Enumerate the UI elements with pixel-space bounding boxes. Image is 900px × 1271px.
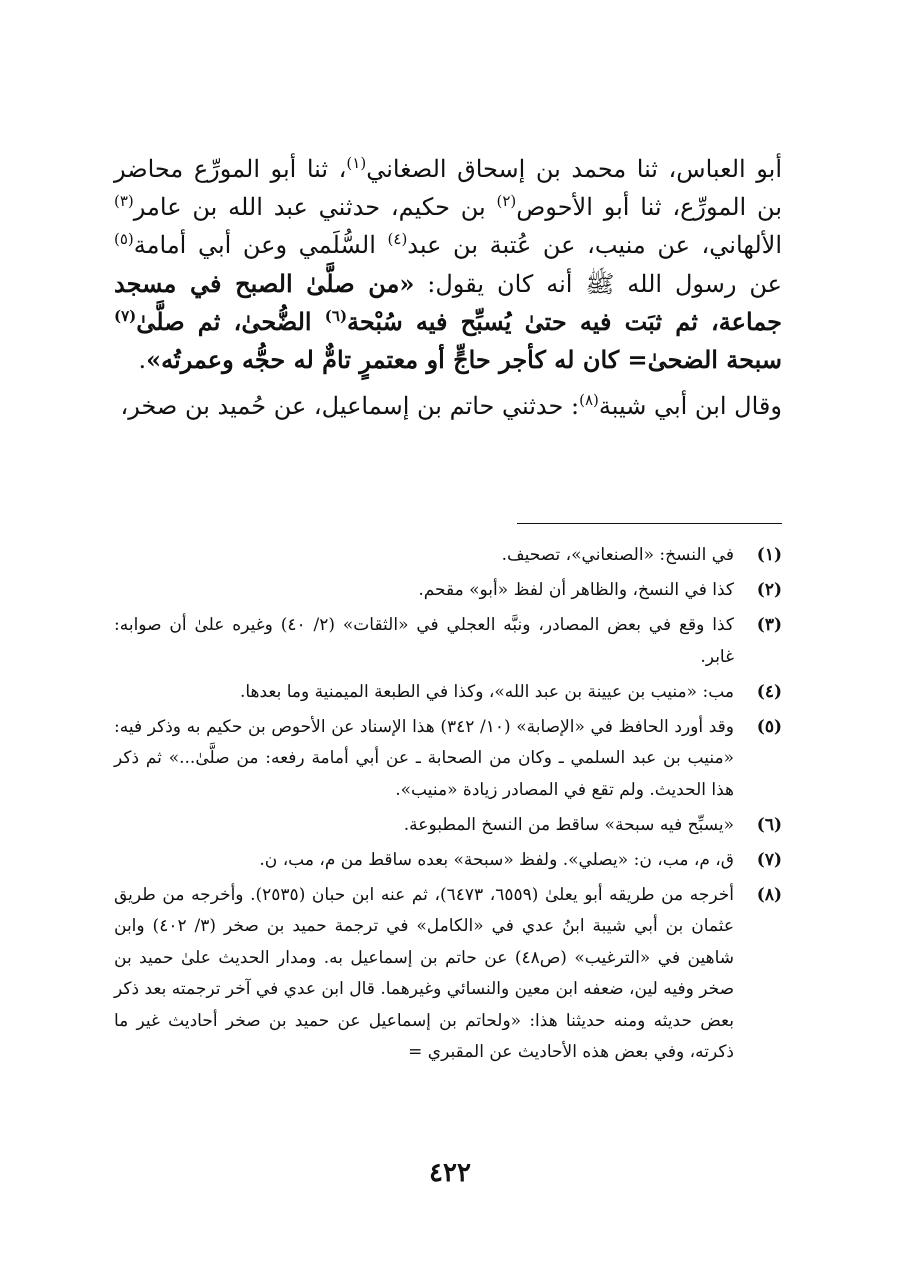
text-segment: . <box>138 346 147 375</box>
page-number: ٤٢٢ <box>429 1158 471 1188</box>
footnote-ref-5[interactable]: (٥) <box>114 230 134 249</box>
footnote-number: (٣) <box>756 615 782 635</box>
text-segment: ، ثنا أبو المورِّع محاضر بن المورِّع، ثنا أبو الأحوص <box>114 155 782 222</box>
footnote-text: في النسخ: «الصنعاني»، تصحيف. <box>501 545 734 565</box>
footnote-number: (١) <box>756 545 782 565</box>
text-segment: أبو العباس، ثنا محمد بن إسحاق الصغاني <box>366 155 783 183</box>
footnote-ref-8[interactable]: (٨) <box>579 391 599 410</box>
footnote-ref-3[interactable]: (٣) <box>114 192 134 211</box>
footnote-number: (٧) <box>756 849 782 870</box>
footnote-1 <box>114 540 782 572</box>
footnote-separator <box>517 523 782 524</box>
hadith-text: «من صلَّىٰ الصبح في مسجد جماعة، ثم ثبَت فيه حتىٰ يُسبِّح فيه سُبْحة <box>114 268 782 336</box>
hadith-text: الضُّحىٰ، ثم صلَّىٰ <box>136 306 325 336</box>
footnote-2 <box>114 575 782 607</box>
text-segment: السُّلَمي وعن أبي أمامة <box>133 231 388 260</box>
footnote-text: «يسبِّح فيه سبحة» ساقط من النسخ المطبوعة. <box>403 814 734 835</box>
footnote-text: مب: «منيب بن عيينة بن عبد الله»، وكذا في الطبعة الميمنية وما بعدها. <box>239 681 734 702</box>
footnote-text: وقد أورد الحافظ في «الإصابة» (١٠/ ٣٤٢) هذا الإسناد عن الأحوص بن حكيم به وذكر فيه: «منيب بن عبد السلمي ـ وكان من الصحابة ـ عن أبي أمامة رفعه: من صلَّىٰ...» ثم ذكر هذا الحديث. ولم تقع في المصادر زيادة «منيب». <box>114 716 734 800</box>
footnote-7 <box>114 845 782 877</box>
footnote-5 <box>114 712 782 807</box>
footnote-ref-7[interactable]: (٧) <box>114 306 137 325</box>
footnote-6 <box>114 810 782 842</box>
main-text <box>114 150 782 425</box>
footnote-text: كذا في النسخ، والظاهر أن لفظ «أبو» مقحم. <box>418 580 734 600</box>
footnote-number: (٤) <box>756 681 782 702</box>
footnote-number: (٢) <box>756 580 782 600</box>
footnote-number: (٦) <box>756 814 782 835</box>
footnote-ref-1[interactable]: (١) <box>346 154 367 172</box>
paragraph-2 <box>114 387 782 425</box>
footnote-4 <box>114 677 782 709</box>
hadith-text: سبحة الضحىٰ= كان له كأجر حاجٍّ أو معتمرٍ تامٌّ له حجُّه وعمرتُه» <box>146 345 782 375</box>
footnote-number: (٥) <box>756 716 782 737</box>
text-segment: بن حكيم، حدثني عبد الله بن عامر <box>133 193 497 222</box>
footnotes-section <box>114 540 782 1072</box>
footnote-text: أخرجه من طريقه أبو يعلىٰ (٦٥٥٩، ٦٤٧٣)، ثم عنه ابن حبان (٢٥٣٥). وأخرجه من طريق عثمان بن أبي شيبة ابنُ عدي في «الكامل» في ترجمة حميد بن صخر (٣/ ٤٠٢) وابن شاهين في «الترغيب» (ص٤٨) عن حاتم بن إسماعيل به. ومدار الحديث علىٰ حميد بن صخر وفيه لين، ضعفه ابن معين والنسائي وغيرهما. قال ابن عدي في آخر ترجمته بعد ذكر بعض حديثه ومنه حديثنا هذا: «ولحاتم بن إسماعيل عن حميد بن صخر أحاديث غير ما ذكرته، وفي بعض هذه الأحاديث عن المقبري = <box>114 884 734 1062</box>
footnote-ref-2[interactable]: (٢) <box>496 192 517 211</box>
footnote-ref-6[interactable]: (٦) <box>324 306 348 325</box>
footnote-text: كذا وقع في بعض المصادر، ونبَّه العجلي في «الثقات» (٢/ ٤٠) وغيره علىٰ أن صوابه: غابر. <box>114 615 734 667</box>
text-segment: : حدثني حاتم بن إسماعيل، عن حُميد بن صخر، <box>120 392 580 421</box>
footnote-3 <box>114 610 782 673</box>
paragraph-1 <box>114 150 782 379</box>
footnote-8 <box>114 880 782 1069</box>
text-segment: الألهاني، عن منيب، عن عُتبة بن عبد <box>407 231 783 260</box>
footnote-ref-4[interactable]: (٤) <box>387 230 408 249</box>
text-segment: وقال ابن أبي شيبة <box>598 392 782 421</box>
footnote-text: ق، م، مب، ن: «يصلي». ولفظ «سبحة» بعده ساقط من م، مب، ن. <box>259 849 734 870</box>
footnote-number: (٨) <box>756 884 782 905</box>
text-segment: عن رسول الله ﷺ أنه كان يقول: <box>414 269 782 298</box>
